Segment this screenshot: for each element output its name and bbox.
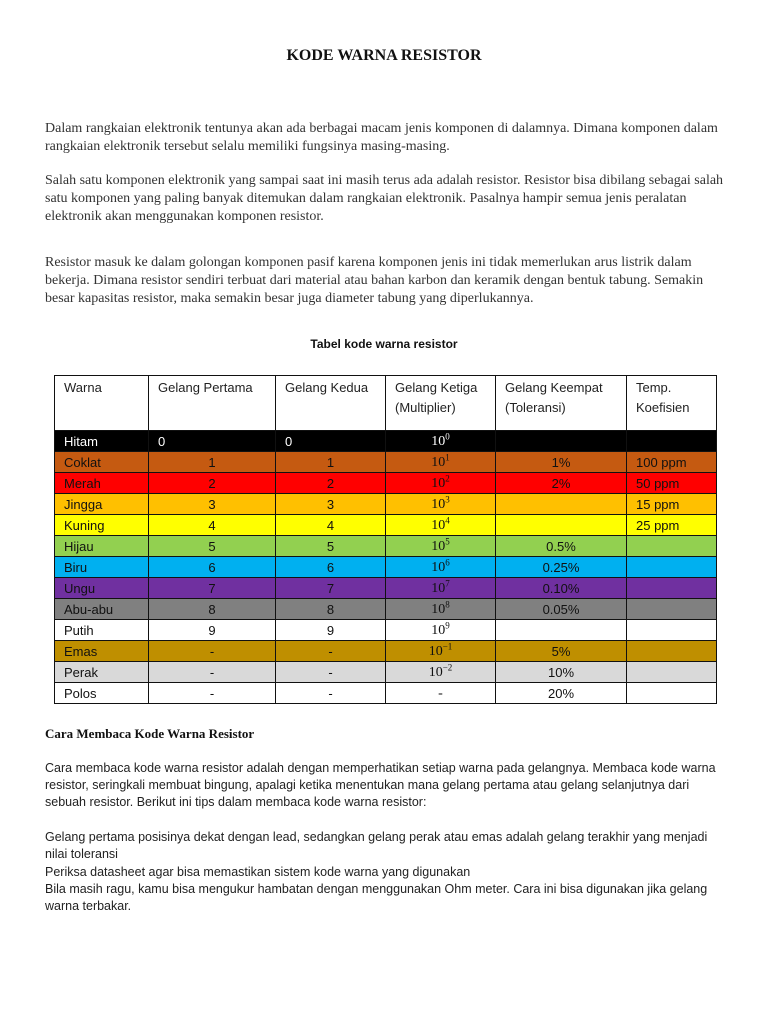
multiplier-base: 10 [431,434,446,449]
multiplier-base: 10 [431,602,446,617]
document-title: KODE WARNA RESISTOR [286,47,482,64]
tolerance-cell: 20% [496,683,627,704]
second-band-cell: 2 [276,473,386,494]
table-row [55,494,717,515]
color-name-cell: Merah [55,473,149,494]
multiplier-exponent: −1 [442,641,453,652]
header-cell: Gelang Keempat (Toleransi) [496,376,627,431]
color-name-cell: Perak [55,662,149,683]
temp-coefficient-cell [627,641,717,662]
color-name-cell: Jingga [55,494,149,515]
multiplier-base: 10 [431,560,446,575]
first-band-cell: 7 [149,578,276,599]
tolerance-cell [496,515,627,536]
table-body [55,431,717,704]
multiplier-base: 10 [428,665,443,680]
table-row [55,515,717,536]
resistor-color-table [54,375,717,704]
temp-coefficient-cell: 50 ppm [627,473,717,494]
multiplier-cell [386,557,496,578]
first-band-cell: - [149,641,276,662]
section-paragraph: Cara membaca kode warna resistor adalah dengan memperhatikan setiap warna pada gelangnya. Membaca kode warna resistor, seringkali membuat bingung, apalagi ketika menentukan mana gelang pertama atau gelang selanjutnya dari sebuah resistor. Berikut ini tips dalam membaca kode warna resistor: [45,761,716,809]
second-band-cell: 5 [276,536,386,557]
first-band-cell: 0 [149,431,276,452]
multiplier-base: - [438,686,443,701]
header-cell: Gelang Kedua [276,376,386,431]
table-row [55,683,717,704]
first-band-cell: 3 [149,494,276,515]
table-row [55,578,717,599]
temp-coefficient-cell [627,683,717,704]
multiplier-base: 10 [431,497,446,512]
multiplier-cell [386,431,496,452]
second-band-cell: 9 [276,620,386,641]
temp-coefficient-cell [627,662,717,683]
second-band-cell: 1 [276,452,386,473]
tolerance-cell: 0.10% [496,578,627,599]
tolerance-cell: 0.05% [496,599,627,620]
first-band-cell: 9 [149,620,276,641]
color-name-cell: Hitam [55,431,149,452]
multiplier-cell [386,620,496,641]
multiplier-cell [386,536,496,557]
temp-coefficient-cell [627,536,717,557]
color-name-cell: Abu-abu [55,599,149,620]
tolerance-cell: 0.5% [496,536,627,557]
temp-coefficient-cell [627,578,717,599]
intro-paragraph-2: Salah satu komponen elektronik yang sampai saat ini masih terus ada adalah resistor. Resistor bisa dibilang sebagai salah satu komponen yang paling banyak ditemukan dalam rangkaian elektronik. Pasalnya hampir semua jenis peralatan elektronik akan menggunakan komponen resistor. [45,173,724,224]
tip-item-1: Gelang pertama posisinya dekat dengan lead, sedangkan gelang perak atau emas adalah gelang terakhir yang menjadi nilai toleransi [45,830,708,861]
second-band-cell: 0 [276,431,386,452]
temp-coefficient-cell: 15 ppm [627,494,717,515]
color-name-cell: Emas [55,641,149,662]
table-row [55,641,717,662]
intro-paragraph-1: Dalam rangkaian elektronik tentunya akan ada berbagai macam jenis komponen di dalamnya. Dimana komponen dalam rangkaian elektronik tersebut selalu memiliki fungsinya masing-masing. [45,121,718,154]
multiplier-cell [386,641,496,662]
multiplier-exponent: 9 [445,620,450,631]
temp-coefficient-cell [627,557,717,578]
multiplier-base: 10 [431,476,446,491]
second-band-cell: 7 [276,578,386,599]
multiplier-exponent: 0 [445,431,450,442]
multiplier-exponent: 4 [445,515,450,526]
temp-coefficient-cell [627,599,717,620]
first-band-cell: 6 [149,557,276,578]
tip-item-3: Bila masih ragu, kamu bisa mengukur hambatan dengan menggunakan Ohm meter. Cara ini bisa digunakan jika gelang warna terbakar. [45,882,708,913]
multiplier-exponent: 5 [445,536,450,547]
multiplier-exponent: 3 [445,494,450,505]
table-header-row [55,376,717,431]
table-row [55,473,717,494]
color-name-cell: Biru [55,557,149,578]
intro-paragraph-3: Resistor masuk ke dalam golongan komponen pasif karena komponen jenis ini tidak memerlukan arus listrik dalam bekerja. Dimana resistor sendiri terbuat dari material atau bahan karbon dan keramik dengan bentuk tabung. Semakin besar kapasitas resistor, maka semakin besar juga diameter tabung yang diperlukannya. [45,255,704,306]
multiplier-base: 10 [431,581,446,596]
tip-item-2: Periksa datasheet agar bisa memastikan sistem kode warna yang digunakan [45,865,471,879]
multiplier-cell [386,578,496,599]
second-band-cell: 8 [276,599,386,620]
first-band-cell: 8 [149,599,276,620]
tolerance-cell [496,431,627,452]
second-band-cell: 3 [276,494,386,515]
color-name-cell: Ungu [55,578,149,599]
multiplier-cell [386,683,496,704]
first-band-cell: 1 [149,452,276,473]
table-caption: Tabel kode warna resistor [310,337,458,351]
header-cell: Gelang Ketiga (Multiplier) [386,376,496,431]
multiplier-exponent: 6 [445,557,450,568]
tolerance-cell [496,494,627,515]
table-row [55,431,717,452]
multiplier-base: 10 [431,455,446,470]
multiplier-cell [386,452,496,473]
multiplier-exponent: 2 [445,473,450,484]
multiplier-cell [386,599,496,620]
multiplier-base: 10 [428,644,443,659]
multiplier-base: 10 [431,623,446,638]
header-cell: Temp. Koefisien [627,376,717,431]
temp-coefficient-cell: 25 ppm [627,515,717,536]
tolerance-cell: 2% [496,473,627,494]
multiplier-cell [386,473,496,494]
header-cell: Warna [55,376,149,431]
second-band-cell: - [276,641,386,662]
table-row [55,452,717,473]
multiplier-exponent: 8 [445,599,450,610]
tolerance-cell: 1% [496,452,627,473]
tolerance-cell [496,620,627,641]
first-band-cell: 4 [149,515,276,536]
section-heading: Cara Membaca Kode Warna Resistor [45,726,255,741]
tolerance-cell: 10% [496,662,627,683]
second-band-cell: 4 [276,515,386,536]
multiplier-cell [386,662,496,683]
color-name-cell: Polos [55,683,149,704]
tolerance-cell: 0.25% [496,557,627,578]
header-cell: Gelang Pertama [149,376,276,431]
temp-coefficient-cell [627,620,717,641]
first-band-cell: - [149,683,276,704]
multiplier-exponent: 7 [445,578,450,589]
temp-coefficient-cell: 100 ppm [627,452,717,473]
second-band-cell: 6 [276,557,386,578]
multiplier-cell [386,494,496,515]
second-band-cell: - [276,662,386,683]
first-band-cell: 2 [149,473,276,494]
multiplier-base: 10 [431,539,446,554]
tolerance-cell: 5% [496,641,627,662]
first-band-cell: - [149,662,276,683]
table-row [55,536,717,557]
table-row [55,620,717,641]
multiplier-cell [386,515,496,536]
table-row [55,599,717,620]
multiplier-exponent: −2 [442,662,453,673]
color-name-cell: Hijau [55,536,149,557]
multiplier-base: 10 [431,518,446,533]
second-band-cell: - [276,683,386,704]
first-band-cell: 5 [149,536,276,557]
temp-coefficient-cell [627,431,717,452]
table-row [55,662,717,683]
color-name-cell: Coklat [55,452,149,473]
color-name-cell: Kuning [55,515,149,536]
color-name-cell: Putih [55,620,149,641]
table-row [55,557,717,578]
multiplier-exponent: 1 [445,452,450,463]
